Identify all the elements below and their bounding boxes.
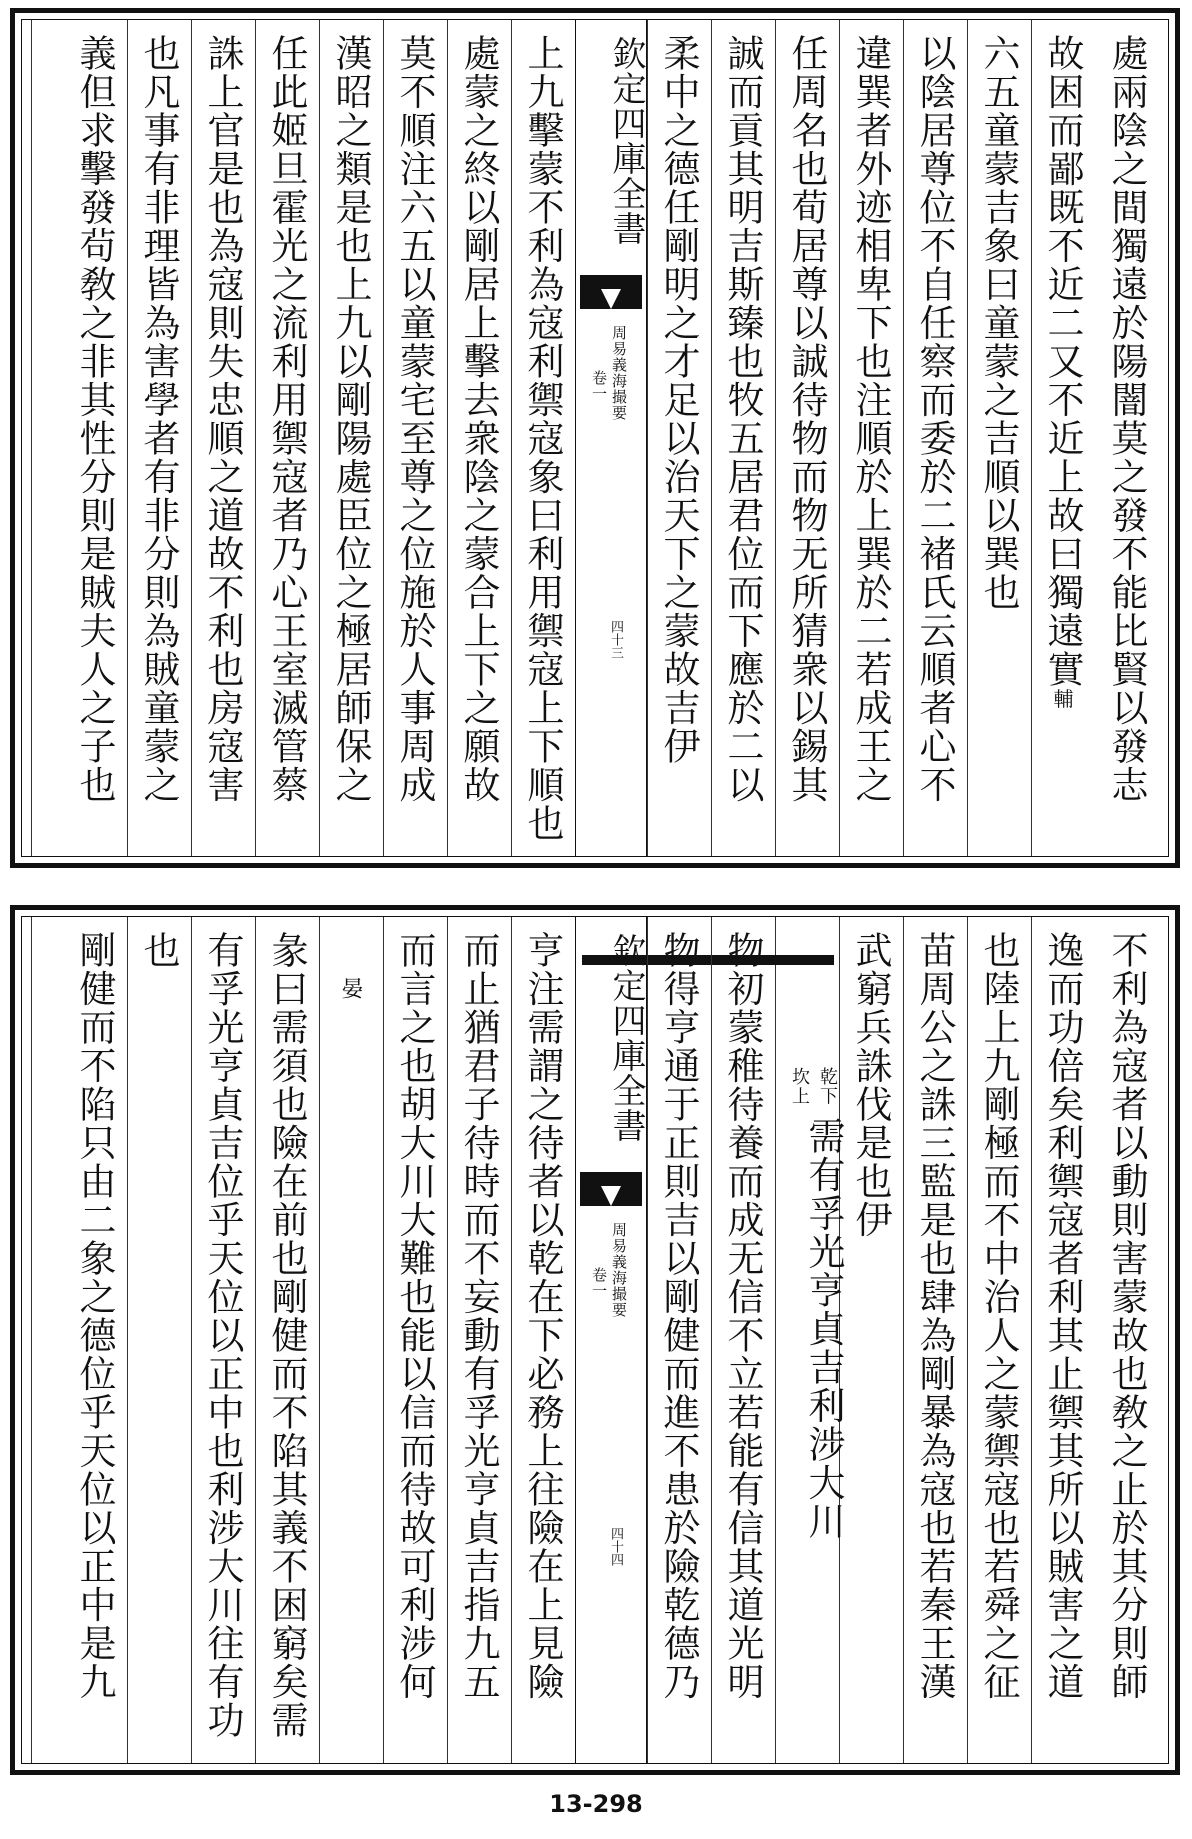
text-column: 不利為寇者以動則害蒙故也敎之止於其分則師 (1105, 931, 1148, 1701)
text-column: 苗周公之誅三監是也肆為剛暴為寇也若秦王漢 (903, 917, 967, 1763)
text-column: 也凡事有非理皆為害學者有非分則為賊童蒙之 (127, 20, 191, 856)
hexagram-column (775, 917, 845, 1763)
text-column: 而言之也胡大川大難也能以信而待故可利涉何 (383, 917, 447, 1763)
text-column: 有孚光亨貞吉位乎天位以正中也利涉大川往有功 (191, 917, 255, 1763)
text-column: 上九擊蒙不利為寇利禦寇象曰利用禦寇上下順也 (511, 20, 575, 856)
trigram-upper-label: 坎上 (789, 1067, 810, 1106)
text-column: 六五童蒙吉象曰童蒙之吉順以巽也 (967, 20, 1031, 856)
text-column: 剛健而不陷只由二象之德位乎天位以正中是九 (31, 917, 127, 1763)
text-column: 任周名也荀居尊以誠待物而物无所猜衆以錫其 (775, 20, 839, 856)
fishtail-mark (580, 275, 642, 309)
text-column: 彖曰需須也險在前也剛健而不陷其義不困窮矣需 (255, 917, 319, 1763)
text-column: 莫不順注六五以童蒙宅至尊之位施於人事周成 (383, 20, 447, 856)
volume-label: 卷一 (590, 370, 608, 402)
text-column: 物初蒙稚待養而成无信不立若能有信其道光明 (711, 917, 775, 1763)
text-column: 處蒙之終以剛居上擊去衆陰之蒙合上下之願故 (447, 20, 511, 856)
center-fold (575, 20, 647, 856)
text-column: 誅上官是也為寇則失忠順之道故不利也房寇害 (191, 20, 255, 856)
text-column: 逸而功倍矣利禦寇者利其止禦其所以賊害之道 (1031, 917, 1095, 1763)
hexagram-xu-icon (782, 955, 834, 974)
book-title: 周易義海撮要 (610, 325, 628, 421)
bottom-page (10, 905, 1180, 1775)
fishtail-mark (580, 1172, 642, 1206)
page-number: 13-298 (549, 1790, 643, 1818)
folio-number: 四十四 (608, 1527, 623, 1566)
folio-number: 四十三 (608, 620, 623, 659)
text-column: 故困而鄙既不近二又不近上故曰獨遠實輔 (1031, 20, 1095, 856)
text-column: 以陰居尊位不自任察而委於二褚氏云順者心不 (903, 20, 967, 856)
text-column: 晏 (319, 917, 383, 1763)
library-title: 欽定四庫全書 (606, 36, 646, 246)
text-column: 漢昭之類是也上九以剛陽處臣位之極居師保之 (319, 20, 383, 856)
text-column: 柔中之德任剛明之才足以治天下之蒙故吉伊 (647, 20, 711, 856)
library-title: 欽定四庫全書 (606, 933, 646, 1143)
text-column: 也 (127, 917, 191, 1763)
text-column: 違巽者外迹相卑下也注順於上巽於二若成王之 (839, 20, 903, 856)
text-column: 也陸上九剛極而不中治人之蒙禦寇也若舜之征 (967, 917, 1031, 1763)
text-column: 亨注需謂之待者以乾在下必務上往險在上見險 (511, 917, 575, 1763)
text-column: 物得亨通于正則吉以剛健而進不患於險乾德乃 (647, 917, 711, 1763)
center-fold (575, 917, 647, 1763)
top-page (10, 8, 1180, 868)
trigram-lower-label: 乾下 (817, 1067, 838, 1106)
book-title: 周易義海撮要 (610, 1222, 628, 1318)
text-column: 處兩陰之間獨遠於陽闇莫之發不能比賢以發志 (1105, 34, 1148, 804)
text-column: 任此姬旦霍光之流利用禦寇者乃心王室滅管蔡 (255, 20, 319, 856)
hexagram-text: 需有孚光亨貞吉利涉大川 (802, 1117, 845, 1541)
text-column: 義但求擊發茍敎之非其性分則是賊夫人之子也 (31, 20, 127, 856)
text-column: 誠而貢其明吉斯臻也牧五居君位而下應於二以 (711, 20, 775, 856)
volume-label: 卷一 (590, 1267, 608, 1299)
text-column: 而止猶君子待時而不妄動有孚光亨貞吉指九五 (447, 917, 511, 1763)
text-column: 武窮兵誅伐是也伊 (839, 917, 903, 1763)
